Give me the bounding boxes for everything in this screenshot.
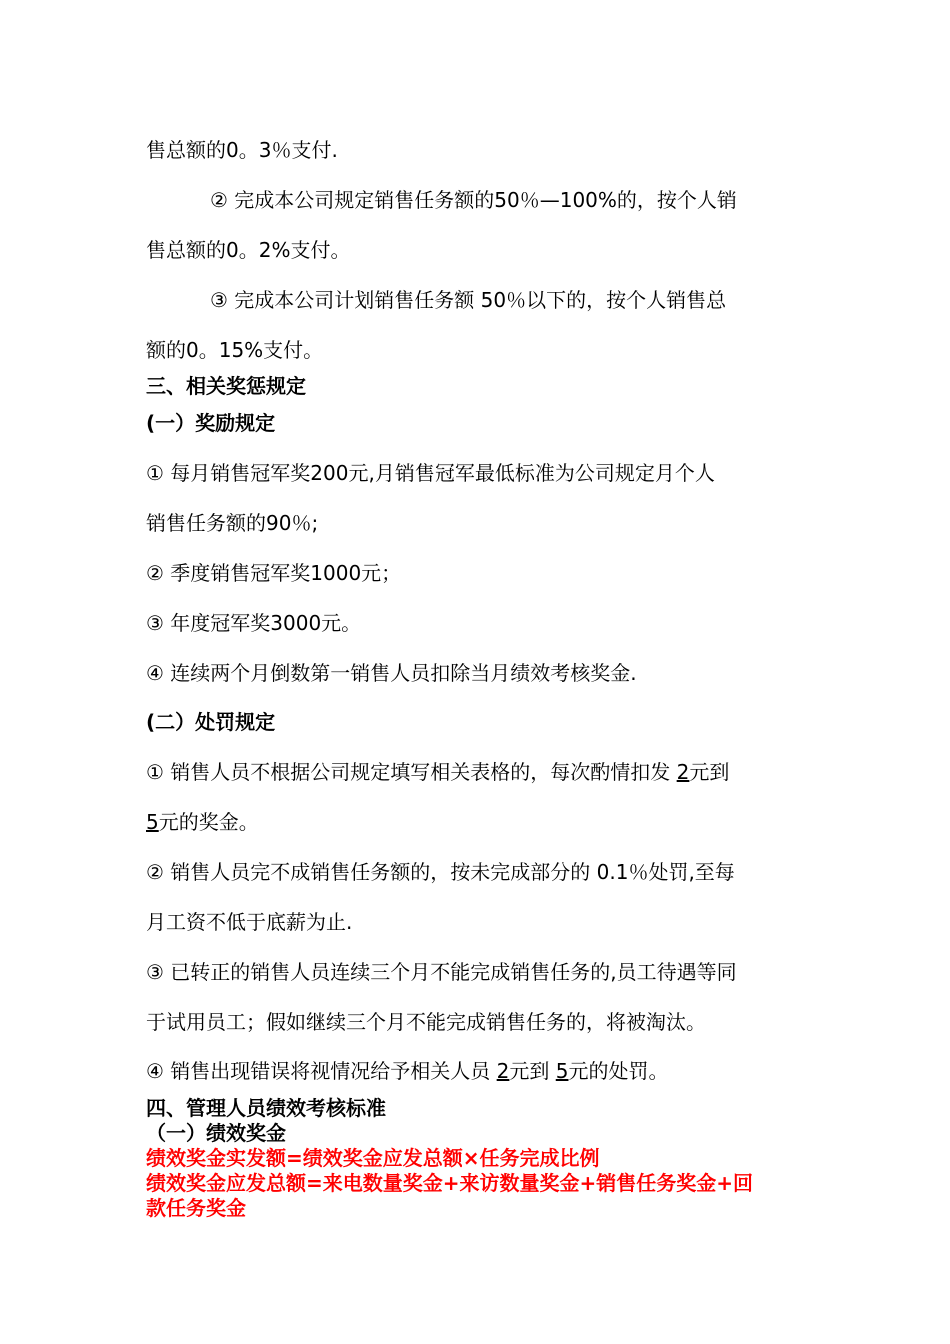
line-text: 元的处罚。	[568, 1059, 669, 1083]
subsection-heading: （一）绩效奖金	[146, 1121, 286, 1145]
underlined-amount: 5	[146, 810, 159, 834]
underlined-amount: 5	[555, 1059, 569, 1083]
line-text: 元的奖金。	[158, 810, 259, 834]
paragraph-line: 售总额的0。2%支付。	[146, 238, 351, 262]
paragraph-line: ② 销售人员完不成销售任务额的，按未完成部分的 0.1％处罚,至每	[146, 860, 735, 884]
paragraph-line: 售总额的0。3％支付.	[146, 138, 338, 162]
paragraph-line: ② 完成本公司规定销售任务额的50％—100%的，按个人销	[210, 188, 737, 212]
subsection-heading: (二）处罚规定	[146, 710, 276, 734]
paragraph-line: ③ 年度冠军奖3000元。	[146, 611, 362, 635]
subsection-heading: (一）奖励规定	[146, 411, 276, 435]
paragraph-line	[146, 808, 259, 836]
paragraph-line: 于试用员工；假如继续三个月不能完成销售任务的，将被淘汰。	[146, 1010, 706, 1034]
paragraph-line: ② 季度销售冠军奖1000元；	[146, 561, 402, 585]
paragraph-line: ① 每月销售冠军奖200元,月销售冠军最低标准为公司规定月个人	[146, 461, 715, 485]
section-heading: 四、管理人员绩效考核标准	[146, 1096, 386, 1120]
line-text: 元到	[509, 1059, 556, 1083]
paragraph-line: ④ 连续两个月倒数第一销售人员扣除当月绩效考核奖金.	[146, 661, 637, 685]
paragraph-line	[146, 758, 729, 786]
line-text: 元到	[689, 760, 730, 784]
underlined-amount: 2	[676, 760, 690, 784]
paragraph-line: ③ 已转正的销售人员连续三个月不能完成销售任务的,员工待遇等同	[146, 960, 737, 984]
underlined-amount: 2	[496, 1059, 510, 1083]
paragraph-line: 销售任务额的90％;	[146, 511, 319, 535]
formula-line: 绩效奖金实发额=绩效奖金应发总额×任务完成比例	[146, 1146, 600, 1170]
formula-line: 款任务奖金	[146, 1196, 246, 1220]
paragraph-line: 月工资不低于底薪为止.	[146, 910, 353, 934]
line-text: ④ 销售出现错误将视情况给予相关人员	[146, 1059, 497, 1083]
paragraph-line	[146, 1057, 668, 1085]
paragraph-line: ③ 完成本公司计划销售任务额 50％以下的，按个人销售总	[210, 288, 727, 312]
paragraph-line: 额的0。15%支付。	[146, 338, 324, 362]
formula-line: 绩效奖金应发总额=来电数量奖金+来访数量奖金+销售任务奖金+回	[146, 1171, 754, 1195]
section-heading: 三、相关奖惩规定	[146, 374, 306, 398]
line-text: ① 销售人员不根据公司规定填写相关表格的，每次酌情扣发	[146, 760, 677, 784]
